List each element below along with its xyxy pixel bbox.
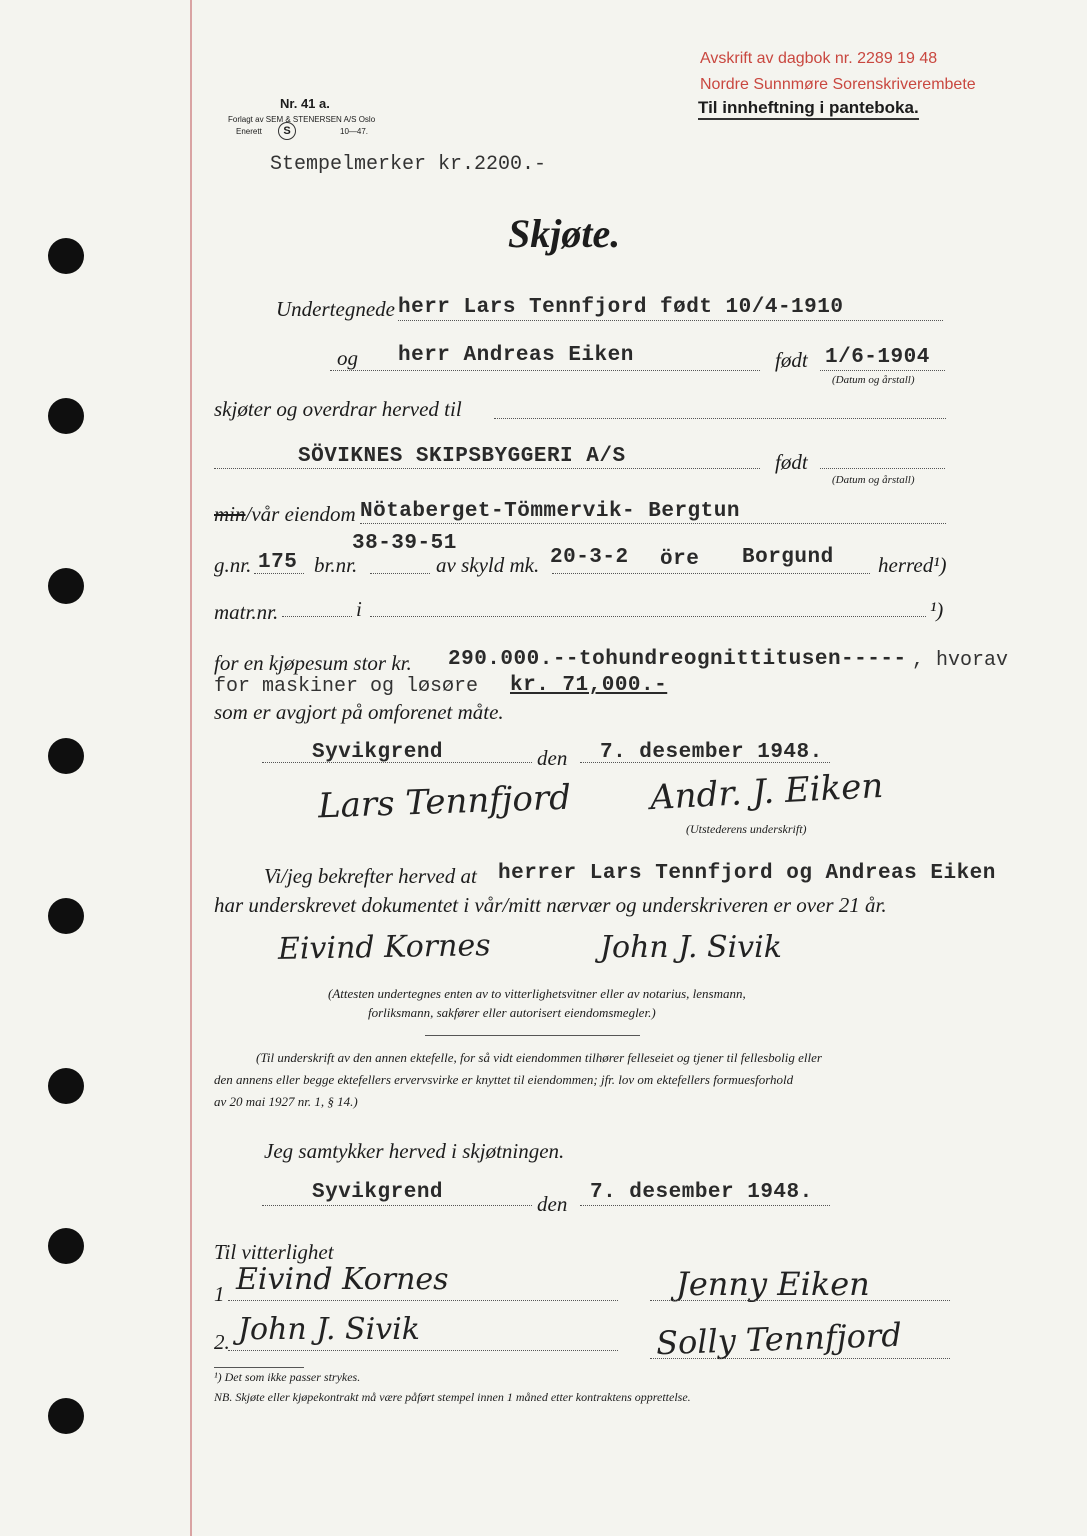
punch-hole xyxy=(48,1068,84,1104)
rule xyxy=(228,1350,618,1351)
witness-signature-2: John J. Sivik xyxy=(238,1312,420,1347)
consent-den-label: den xyxy=(537,1192,568,1216)
brnr-label: br.nr. xyxy=(314,553,358,577)
herred-value: Borgund xyxy=(742,546,834,569)
witness-signature-1: Eivind Kornes xyxy=(236,1262,449,1297)
attest-line-2: har underskrevet dokumentet i vår/mitt nærvær og underskriveren er over 21 år. xyxy=(214,893,887,917)
attest-lead: Vi/jeg bekrefter herved at xyxy=(264,864,477,888)
gnr-label: g.nr. xyxy=(214,553,252,577)
spouse-signature-1: Jenny Eiken xyxy=(676,1265,870,1303)
footnote-2: NB. Skjøte eller kjøpekontrakt må være påført stempel innen 1 måned etter kontraktens opprettelse. xyxy=(214,1390,691,1404)
undersigned-label: Undertegnede xyxy=(276,297,395,321)
price-hvorav: , hvorav xyxy=(912,649,1009,672)
den-label-1: den xyxy=(537,746,568,770)
buyer-born-label: født xyxy=(775,450,808,474)
attest-names: herrer Lars Tennfjord og Andreas Eiken xyxy=(498,862,996,885)
divider xyxy=(425,1035,640,1036)
skyld-value: 20-3-2 xyxy=(550,546,629,569)
punch-hole xyxy=(48,898,84,934)
attest-signature-1: Eivind Kornes xyxy=(277,928,491,967)
herred-label: herred¹) xyxy=(878,553,947,577)
margin-rule xyxy=(190,0,192,1536)
place-1: Syvikgrend xyxy=(312,741,444,764)
rule xyxy=(580,1205,830,1206)
rule xyxy=(494,418,946,419)
attest-note-1: (Attesten undertegnes enten av to vitterlighetsvitner eller av notarius, lensmann, xyxy=(328,986,746,1001)
spouse-note-2: den annens eller begge ektefellers ervervsvirke er knyttet til eiendommen; jfr. lov om ektefellers formuesforhold xyxy=(214,1072,794,1087)
consent-date: 7. desember 1948. xyxy=(590,1181,813,1204)
seller-2-born: 1/6-1904 xyxy=(825,346,930,369)
punch-hole xyxy=(48,1228,84,1264)
rule xyxy=(820,370,945,371)
signature-seller-1: Lars Tennfjord xyxy=(317,777,572,827)
rule xyxy=(360,523,946,524)
publisher-line: Forlagt av SEM & STENERSEN A/S Oslo xyxy=(228,115,376,124)
footnote-divider xyxy=(214,1367,304,1368)
skyld-label: av skyld mk. xyxy=(436,553,540,577)
spouse-note-3: av 20 mai 1927 nr. 1, § 14.) xyxy=(214,1094,358,1109)
date-hint: (Datum og årstall) xyxy=(832,374,915,386)
footnote-mark: ¹) xyxy=(930,598,944,622)
witness-number-2: 2. xyxy=(214,1330,230,1354)
and-label: og xyxy=(337,346,358,370)
rule xyxy=(254,573,304,574)
rule xyxy=(370,616,926,617)
property-name: Nötaberget-Tömmervik- Bergtun xyxy=(360,500,740,523)
rule xyxy=(370,573,430,574)
seller-1: herr Lars Tennfjord født 10/4-1910 xyxy=(398,296,844,319)
spouse-note-1: (Til underskrift av den annen ektefelle, for så vidt eiendommen tilhører felleseiet og tjener til fellesbolig eller xyxy=(256,1050,822,1065)
rule xyxy=(282,616,352,617)
date-1: 7. desember 1948. xyxy=(600,741,823,764)
rule xyxy=(580,762,830,763)
machinery-amount: kr. 71,000.- xyxy=(510,674,668,697)
rule xyxy=(262,1205,532,1206)
rule xyxy=(650,1358,950,1359)
footnote-1: ¹) Det som ikke passer strykes. xyxy=(214,1370,361,1384)
witness-label: Til vitterlighet xyxy=(214,1240,334,1264)
rule xyxy=(650,1300,950,1301)
ore-label: öre xyxy=(660,548,700,571)
rule xyxy=(552,573,870,574)
rule xyxy=(330,370,760,371)
punch-hole xyxy=(48,738,84,774)
punch-hole xyxy=(48,238,84,274)
witness-number-1: 1 xyxy=(214,1282,225,1306)
rule xyxy=(820,468,945,469)
stamp-fee: Stempelmerker kr.2200.- xyxy=(270,153,547,176)
price-amount: 290.000.--tohundreognittitusen----- xyxy=(448,648,907,671)
attest-note-2: forliksmann, sakfører eller autorisert eiendomsmegler.) xyxy=(368,1005,656,1020)
buyer-date-hint: (Datum og årstall) xyxy=(832,474,915,486)
register-stamp: Avskrift av dagbok nr. 2289 19 48 xyxy=(700,50,938,67)
consent-text: Jeg samtykker herved i skjøtningen. xyxy=(264,1139,565,1163)
signature-seller-2: Andr. J. Eiken xyxy=(649,765,885,819)
struck-prefix: min xyxy=(214,502,246,526)
matr-label: matr.nr. xyxy=(214,600,279,624)
publisher-copyright: Enerett xyxy=(236,127,262,136)
filing-stamp: Til innheftning i panteboka. xyxy=(698,98,919,120)
property-prefix-rest: /vår eiendom xyxy=(245,502,356,526)
buyer-name: SÖVIKNES SKIPSBYGGERI A/S xyxy=(298,445,626,468)
machinery-label: for maskiner og løsøre xyxy=(214,675,479,698)
office-stamp: Nordre Sunnmøre Sorenskriverembete xyxy=(700,76,976,93)
property-prefix xyxy=(214,502,356,527)
document-title: Skjøte. xyxy=(508,211,621,256)
settled-text: som er avgjort på omforenet måte. xyxy=(214,700,504,724)
publisher-date: 10—47. xyxy=(340,127,369,136)
issuer-signature-caption: (Utstederens underskrift) xyxy=(686,822,807,836)
consent-place: Syvikgrend xyxy=(312,1181,444,1204)
i-label: i xyxy=(356,597,362,621)
born-label: født xyxy=(775,348,808,372)
punch-hole xyxy=(48,1398,84,1434)
attest-signature-2: John J. Sivik xyxy=(600,930,782,965)
punch-hole xyxy=(48,398,84,434)
rule xyxy=(398,320,943,321)
rule xyxy=(214,468,760,469)
rule xyxy=(262,762,532,763)
price-lead: for en kjøpesum stor kr. xyxy=(214,651,412,675)
brnr-value: 38-39-51 xyxy=(352,532,457,555)
spouse-signature-2: Solly Tennfjord xyxy=(655,1315,903,1363)
transfer-label: skjøter og overdrar herved til xyxy=(214,397,462,421)
publisher-logo-icon: S xyxy=(278,122,296,140)
seller-2: herr Andreas Eiken xyxy=(398,344,634,367)
form-number: Nr. 41 a. xyxy=(280,96,330,111)
gnr-value: 175 xyxy=(258,551,298,574)
rule xyxy=(228,1300,618,1301)
punch-hole xyxy=(48,568,84,604)
